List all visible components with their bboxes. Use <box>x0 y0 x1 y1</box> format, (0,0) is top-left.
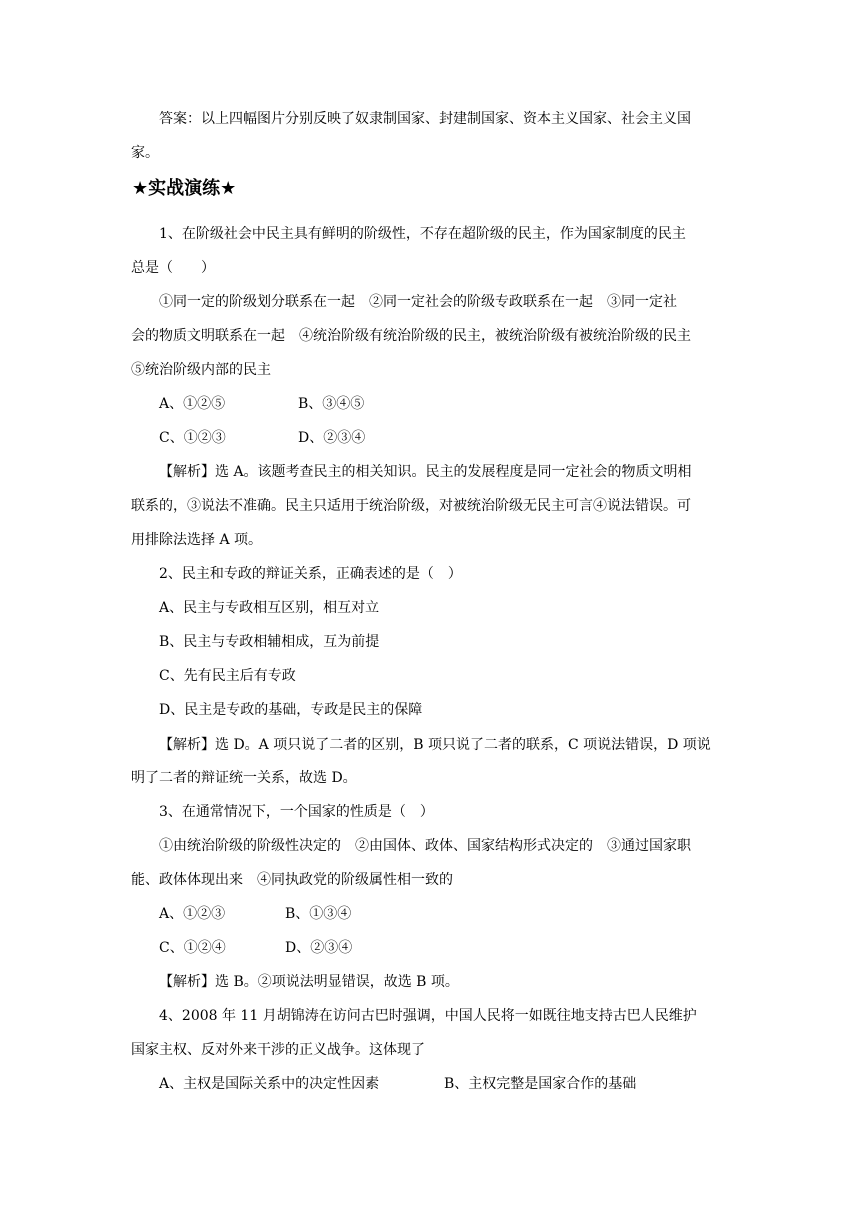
answer-line-1: 答案：以上四幅图片分别反映了奴隶制国家、封建制国家、资本主义国家、社会主义国 <box>159 111 691 127</box>
q2-option-d: D、民主是专政的基础，专政是民主的保障 <box>159 702 423 718</box>
q1-analysis-line-3: 用排除法选择 A 项。 <box>131 532 263 548</box>
q1-option-b: B、③④⑤ <box>298 396 365 412</box>
q1-stem-line-1: 1、在阶级社会中民主具有鲜明的阶级性，不存在超阶级的民主，作为国家制度的民主 <box>159 226 686 242</box>
q2-option-c: C、先有民主后有专政 <box>159 668 296 684</box>
q1-option-a: A、①②⑤ <box>159 396 226 412</box>
q1-statement-line-3: ⑤统治阶级内部的民主 <box>131 362 271 378</box>
q3-stem: 3、在通常情况下，一个国家的性质是（ ） <box>159 804 434 820</box>
q1-statement-line-1: ①同一定的阶级划分联系在一起 ②同一定社会的阶级专政联系在一起 ③同一定社 <box>159 294 677 310</box>
q3-analysis: 【解析】选 B。②项说法明显错误，故选 B 项。 <box>159 974 459 990</box>
q3-statement-line-1: ①由统治阶级的阶级性决定的 ②由国体、政体、国家结构形式决定的 ③通过国家职 <box>159 838 691 854</box>
q4-option-a: A、主权是国际关系中的决定性因素 <box>159 1076 380 1092</box>
q4-option-b: B、主权完整是国家合作的基础 <box>444 1076 637 1092</box>
q1-statement-line-2: 会的物质文明联系在一起 ④统治阶级有统治阶级的民主，被统治阶级有被统治阶级的民主 <box>131 328 691 344</box>
q1-stem-line-2: 总是（ ） <box>131 260 215 276</box>
q3-statement-line-2: 能、政体体现出来 ④同执政党的阶级属性相一致的 <box>131 872 453 888</box>
q1-analysis-line-1: 【解析】选 A。该题考查民主的相关知识。民主的发展程度是同一定社会的物质文明相 <box>159 464 692 480</box>
q1-option-d: D、②③④ <box>298 430 366 446</box>
q3-option-b: B、①③④ <box>285 906 352 922</box>
q2-stem: 2、民主和专政的辩证关系，正确表述的是（ ） <box>159 566 462 582</box>
q2-option-b: B、民主与专政相辅相成，互为前提 <box>159 634 380 650</box>
q3-option-a: A、①②③ <box>159 906 226 922</box>
q3-option-c: C、①②④ <box>159 940 226 956</box>
q2-analysis-line-2: 明了二者的辩证统一关系，故选 D。 <box>131 770 357 786</box>
q4-stem-line-1: 4、2008 年 11 月胡锦涛在访问古巴时强调，中国人民将一如既往地支持古巴人民维护 <box>159 1008 697 1024</box>
q2-analysis-line-1: 【解析】选 D。A 项只说了二者的区别，B 项只说了二者的联系，C 项说法错误，D 项说 <box>159 737 711 753</box>
q1-option-c: C、①②③ <box>159 430 226 446</box>
q3-option-d: D、②③④ <box>285 940 353 956</box>
q1-analysis-line-2: 联系的，③说法不准确。民主只适用于统治阶级，对被统治阶级无民主可言④说法错误。可 <box>131 498 691 514</box>
section-heading: ★实战演练★ <box>132 178 237 199</box>
q4-stem-line-2: 国家主权、反对外来干涉的正义战争。这体现了 <box>131 1042 425 1058</box>
answer-line-2: 家。 <box>131 145 159 161</box>
q2-option-a: A、民主与专政相互区别，相互对立 <box>159 600 380 616</box>
